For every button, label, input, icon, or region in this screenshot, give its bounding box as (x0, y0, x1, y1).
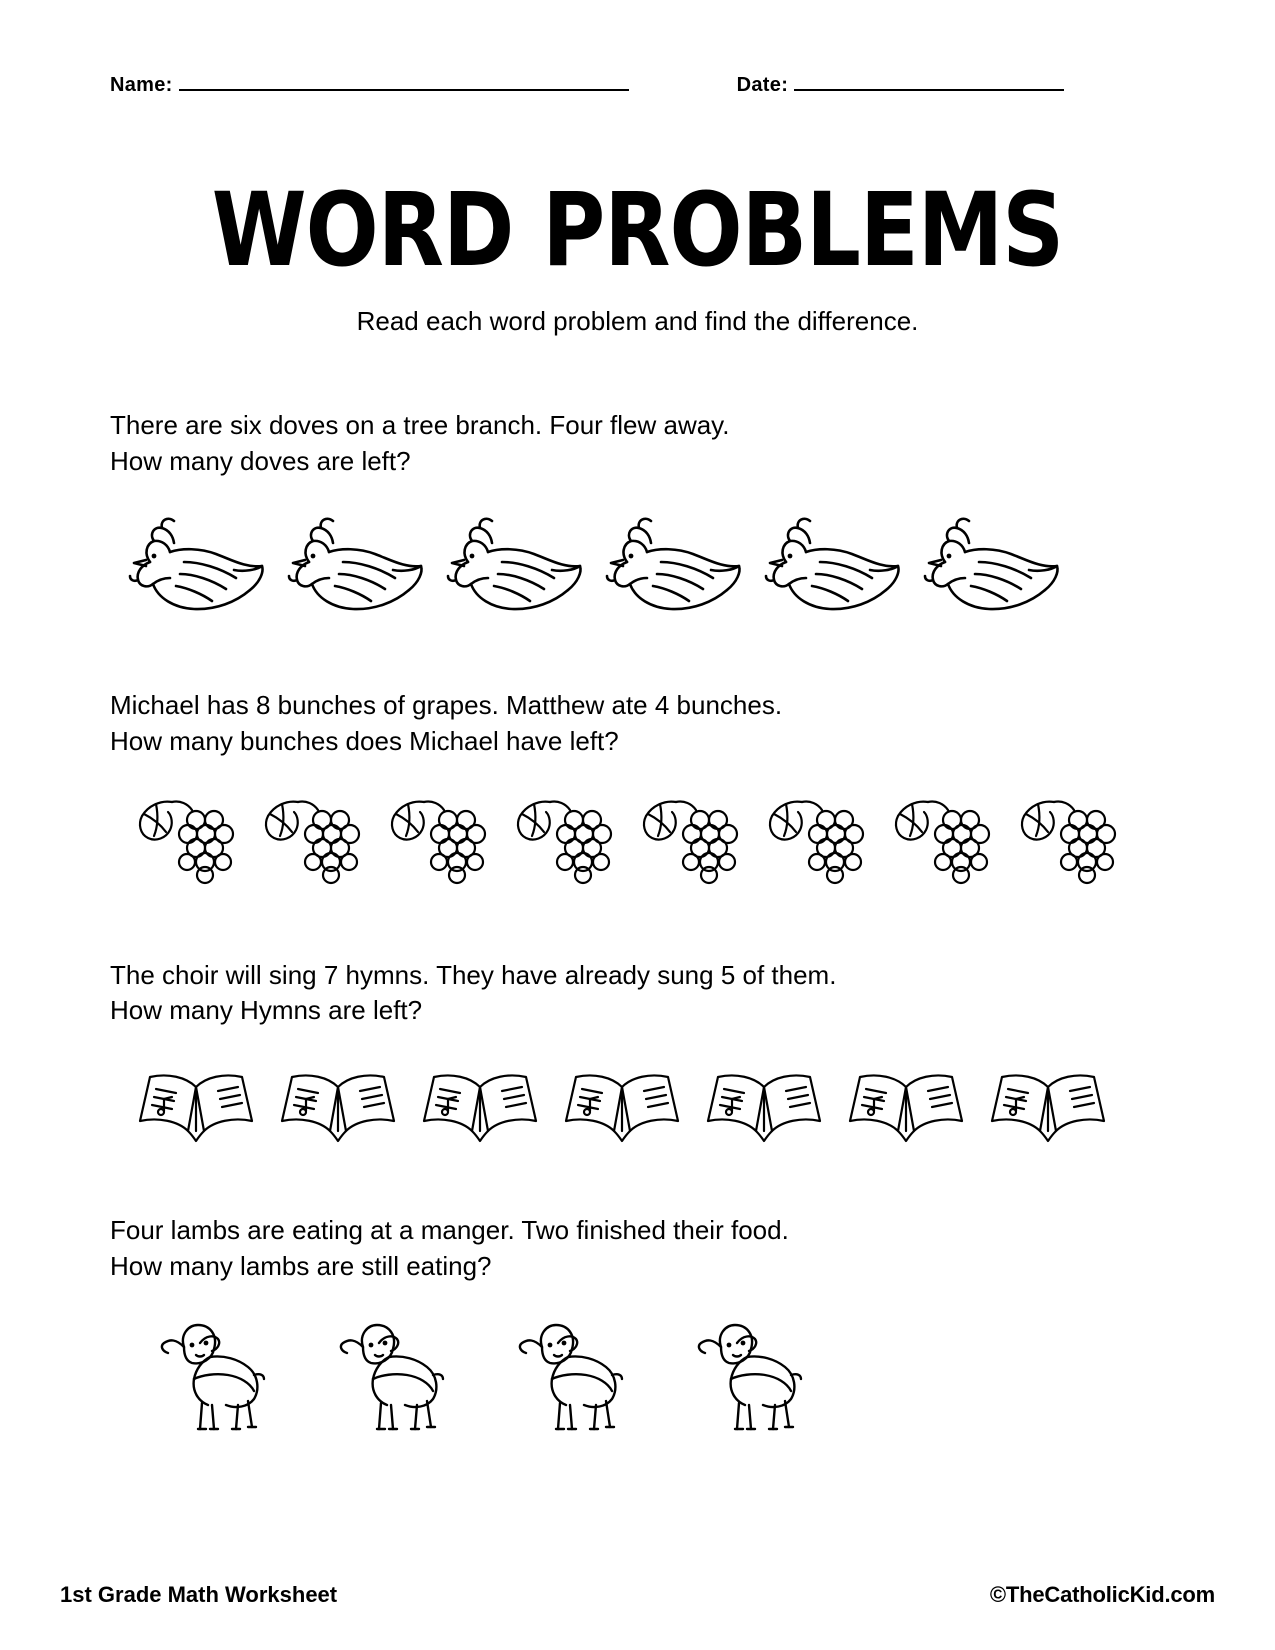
lamb-icon-row (110, 1311, 1165, 1436)
name-input-line[interactable] (179, 88, 629, 91)
hymnal-book-icon (276, 1063, 400, 1153)
problem-text-line2: How many doves are left? (110, 445, 411, 476)
footer (60, 1582, 1215, 1608)
dove-icon-row (110, 510, 1165, 620)
date-field-group (737, 74, 1065, 97)
problem-text-line1: Four lambs are eating at a manger. Two finished their food. (110, 1215, 789, 1246)
dove-icon (601, 510, 746, 620)
name-field-group (110, 74, 629, 97)
grapes-icon-row (110, 794, 1165, 890)
footer-worksheet-label: 1st Grade Math Worksheet (60, 1582, 338, 1607)
name-label: Name: (110, 74, 173, 96)
lamb-icon (140, 1311, 275, 1436)
hymnal-book-icon (986, 1063, 1110, 1153)
problem-item (110, 408, 1165, 620)
problem-text-line2: How many Hymns are left? (110, 995, 423, 1026)
grapes-icon (130, 794, 248, 890)
lamb-icon (677, 1311, 812, 1436)
spacer (110, 1163, 1165, 1213)
grapes-icon (1012, 794, 1130, 890)
problem-item (110, 1213, 1165, 1436)
hymnal-book-icon (418, 1063, 542, 1153)
hymnal-book-icon (844, 1063, 968, 1153)
problem-text-line1: The choir will sing 7 hymns. They have already sung 5 of them. (110, 959, 837, 990)
name-date-row (110, 74, 1165, 97)
grapes-icon (634, 794, 752, 890)
problem-list (110, 408, 1165, 1446)
grapes-icon (886, 794, 1004, 890)
spacer (110, 900, 1165, 958)
page-title: WORD PROBLEMS (211, 171, 1064, 290)
grapes-icon (508, 794, 626, 890)
hymnal-book-icon (134, 1063, 258, 1153)
lamb-icon (498, 1311, 633, 1436)
grapes-icon (382, 794, 500, 890)
dove-icon (124, 510, 269, 620)
problem-text-line2: How many bunches does Michael have left? (110, 725, 619, 756)
dove-icon (760, 510, 905, 620)
hymnal-book-icon (560, 1063, 684, 1153)
problem-item (110, 958, 1165, 1154)
dove-icon (283, 510, 428, 620)
hymnal-book-icon (702, 1063, 826, 1153)
page-subtitle: Read each word problem and find the difference. (356, 306, 919, 336)
dove-icon (919, 510, 1064, 620)
problem-item (110, 688, 1165, 890)
dove-icon (442, 510, 587, 620)
grapes-icon (760, 794, 878, 890)
problem-text-line1: There are six doves on a tree branch. Four flew away. (110, 410, 730, 440)
footer-site-credit: ©TheCatholicKid.com (989, 1582, 1215, 1607)
lamb-icon (319, 1311, 454, 1436)
date-label: Date: (736, 74, 789, 96)
problem-text-line2: How many lambs are still eating? (110, 1251, 492, 1282)
hymnal-icon-row (110, 1063, 1165, 1153)
date-input-line[interactable] (794, 88, 1064, 91)
spacer (110, 630, 1165, 688)
problem-text-line1: Michael has 8 bunches of grapes. Matthew ate 4 bunches. (110, 689, 783, 720)
grapes-icon (256, 794, 374, 890)
